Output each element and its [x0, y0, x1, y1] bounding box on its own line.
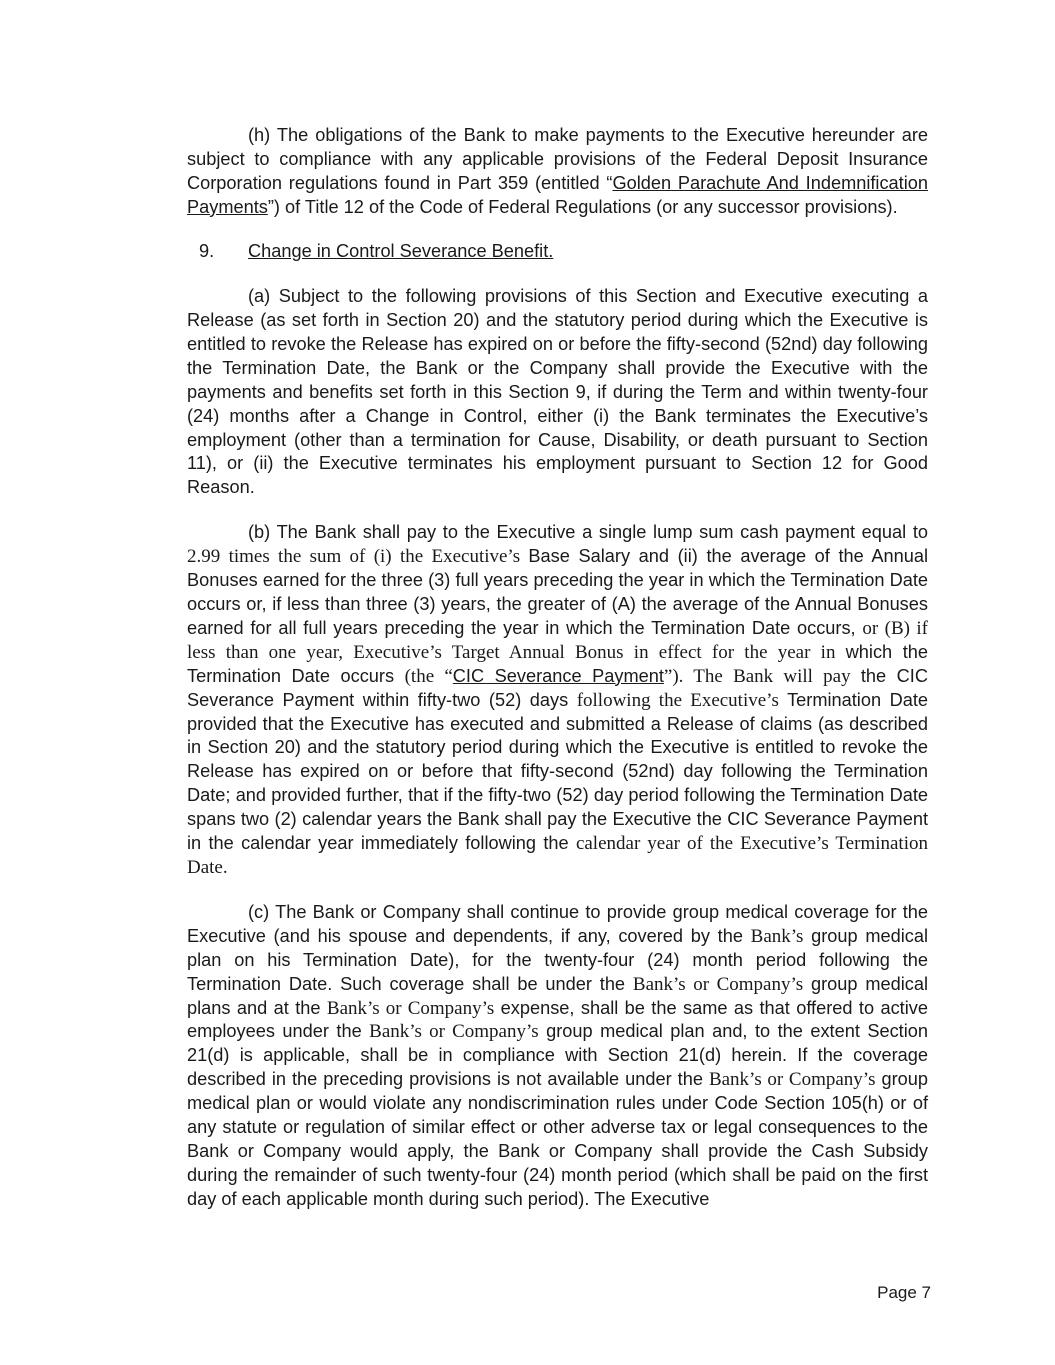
paragraph-b-text: (b) The Bank shall pay to the Executive a single lump sum cash payment equal to — [248, 521, 928, 542]
paragraph-c-text: Bank’s or Company’s — [326, 997, 495, 1019]
paragraph-b-text: which the Termination Date occurs — [187, 641, 928, 686]
paragraph-c-text: group medical plans and at the — [187, 973, 928, 1018]
section-heading — [187, 240, 928, 264]
paragraph-c-text: group medical plan and, to the extent Section 21(d) is applicable, shall be in compliance with Section 21(d) herein. If the coverage described in the preceding provisions is not available under the — [187, 1021, 928, 1090]
paragraph-c-text: Bank’s or Company’s — [369, 1021, 539, 1043]
paragraph-b-text: Termination Date provided that the Executive has executed and submitted a Release of claims (as described in Section 20) and the statutory period during which the Executive is entitled to revoke the Release has expired on or before that fifty-second (52nd) day following the Termination Date; and provided further, that if the fifty-two (52) day period following the Termination Date spans two (2) calendar years the Bank shall pay the Executive the CIC Severance Payment in the calendar year immediately following the — [187, 689, 928, 854]
paragraph-a — [187, 285, 928, 501]
paragraph-b-text: Base Salary and (ii) the average of the Annual Bonuses earned for the three (3) full years preceding the year in which the Termination Date occurs or, if less than three (3) years, the greater of (A) the average of the Annual Bonuses earned for all full years preceding the year in which the Termination Date occurs, — [187, 545, 928, 638]
paragraph-h-text: (h) The obligations of the Bank to make payments to the Executive hereunder are subject to compliance with any applicable provisions of the Federal Deposit Insurance Corporation regulations found in Part 359 (entitled “ — [187, 125, 928, 193]
paragraph-c — [187, 901, 928, 1212]
paragraph-b-text: ”). The Bank will pay — [663, 665, 861, 687]
paragraph-c-text: Bank’s or Company’s — [708, 1069, 876, 1091]
paragraph-b — [187, 521, 928, 880]
paragraph-b-text: the CIC Severance Payment within fifty-two (52) days — [187, 665, 928, 710]
page-number: Page 7 — [877, 1283, 931, 1302]
paragraph-c-text: group medical plan on his Termination Date), for the twenty-four (24) month period following the Termination Date. Such coverage shall be under the — [187, 925, 929, 994]
paragraph-c-text: Bank’s or Company’s — [632, 973, 804, 995]
section-number: 9. — [199, 241, 215, 262]
paragraph-h-tail: ”) of Title 12 of the Code of Federal Regulations (or any successor provisions). — [267, 196, 898, 217]
section-title: Change in Control Severance Benefit. — [248, 241, 554, 262]
paragraph-c-text: expense, shall be the same as that offered to active employees under the — [187, 997, 928, 1042]
paragraph-c-text: group medical plan or would violate any nondiscrimination rules under Code Section 105(h) or of any statute or regulation of similar effect or other adverse tax or legal consequences to the Bank or Company would apply, the Bank or Company shall provide the Cash Subsidy during the remainder of such twenty-four (24) month period (which shall be paid on the first day of each applicable month during such period). The Executive — [187, 1069, 928, 1210]
document-body — [187, 124, 928, 1233]
paragraph-b-text: (the “ — [404, 665, 453, 687]
paragraph-b-text: calendar year of the Executive’s Termination Date. — [187, 833, 928, 879]
paragraph-b-text: or (B) if less than one year, Executive’s Target Annual Bonus in effect for the year in — [187, 617, 928, 663]
paragraph-a-text: (a) Subject to the following provisions of this Section and Executive executing a Release (as set forth in Section 20) and the statutory period during which the Executive is entitled to revoke the Release has expired on or before the fifty-second (52nd) day following the Termination Date, the Bank or the Company shall provide the Executive with the payments and benefits set forth in this Section 9, if during the Term and within twenty-four (24) months after a Change in Control, either (i) the Bank terminates the Executive’s employment (other than a termination for Cause, Disability, or death pursuant to Section 11), or (ii) the Executive terminates his employment pursuant to Section 12 for Good Reason. — [187, 285, 928, 498]
paragraph-h — [187, 124, 928, 220]
defined-term-cic-severance-payment: CIC Severance Payment — [452, 665, 664, 686]
paragraph-c-text: Bank’s — [750, 925, 804, 947]
paragraph-c-text: (c) The Bank or Company shall continue to provide group medical coverage for the Executive (and his spouse and dependents, if any, covered by the — [187, 901, 928, 946]
paragraph-b-text: following the Executive’s — [576, 689, 788, 711]
paragraph-b-text: 2.99 times the sum of (i) the Executive’s — [187, 545, 529, 567]
defined-term-golden-parachute: Golden Parachute And Indemnification Payments — [187, 172, 928, 217]
